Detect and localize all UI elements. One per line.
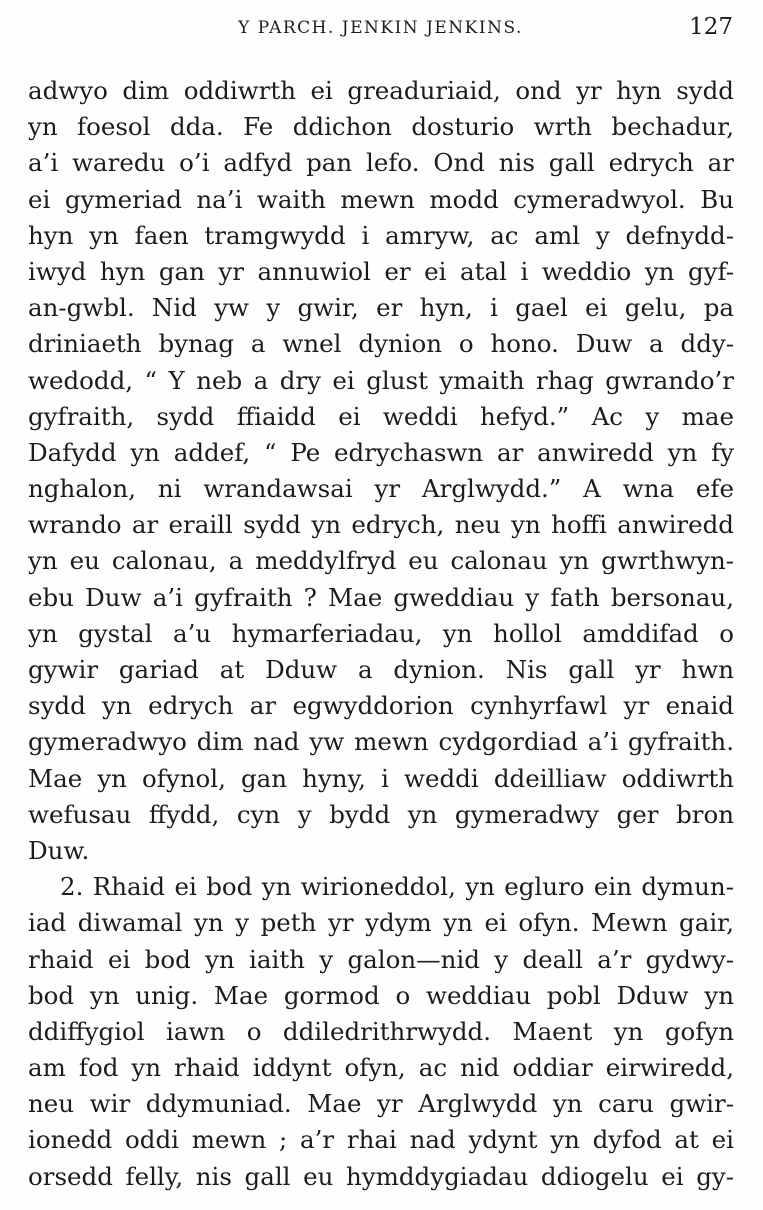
text-line: wedodd, “ Y neb a dry ei glust ymaith rhag gwrando’r: [28, 365, 734, 395]
text-line: iad diwamal yn y peth yr ydym yn ei ofyn. Mewn gair,: [28, 908, 734, 938]
text-line: an-gwbl. Nid yw y gwir, er hyn, i gael ei gelu, pa: [28, 293, 734, 323]
text-line: yn foesol dda. Fe ddichon dosturio wrth bechadur,: [28, 112, 734, 142]
text-line: a’i waredu o’i adfyd pan lefo. Ond nis gall edrych ar: [28, 148, 734, 178]
text-line: 2. Rhaid ei bod yn wirioneddol, yn egluro ein dymun-: [60, 872, 734, 902]
text-line: gymeradwyo dim nad yw mewn cydgordiad a’i gyfraith.: [28, 727, 734, 757]
text-line: Mae yn ofynol, gan hyny, i weddi ddeilliaw oddiwrth: [28, 763, 734, 793]
text-line: neu wir ddymuniad. Mae yr Arglwydd yn caru gwir-: [28, 1089, 734, 1119]
text-line: Dafydd yn addef, “ Pe edrychaswn ar anwiredd yn fy: [28, 437, 734, 467]
text-line: bod yn unig. Mae gormod o weddiau pobl Dduw yn: [28, 980, 734, 1010]
page-number: 127: [689, 14, 733, 40]
text-line: wrando ar eraill sydd yn edrych, neu yn hoffi anwiredd: [28, 510, 734, 540]
text-line: Duw.: [28, 835, 90, 865]
page-header: [28, 14, 733, 44]
body-text: [28, 73, 734, 1195]
text-line: ionedd oddi mewn ; a’r rhai nad ydynt yn dyfod at ei: [28, 1125, 734, 1155]
text-line: sydd yn edrych ar egwyddorion cynhyrfawl yr enaid: [28, 691, 734, 721]
text-line: orsedd felly, nis gall eu hymddygiadau ddiogelu ei gy-: [28, 1161, 734, 1191]
text-line: gywir gariad at Dduw a dynion. Nis gall yr hwn: [28, 655, 734, 684]
text-line: driniaeth bynag a wnel dynion o hono. Duw a ddy-: [28, 329, 734, 359]
text-line: nghalon, ni wrandawsai yr Arglwydd.” A wna efe: [28, 474, 734, 504]
text-line: yn eu calonau, a meddylfryd eu calonau yn gwrthwyn-: [28, 546, 734, 576]
running-head: Y PARCH. JENKIN JENKINS.: [238, 18, 523, 38]
text-line: am fod yn rhaid iddynt ofyn, ac nid oddiar eirwiredd,: [28, 1053, 734, 1083]
text-line: hyn yn faen tramgwydd i amryw, ac aml y defnydd-: [28, 220, 734, 250]
text-line: adwyo dim oddiwrth ei greaduriaid, ond yr hyn sydd: [28, 76, 734, 105]
text-line: wefusau ffydd, cyn y bydd yn gymeradwy ger bron: [28, 799, 734, 829]
text-line: rhaid ei bod yn iaith y galon—nid y deall a’r gydwy-: [28, 944, 734, 974]
text-line: gyfraith, sydd ffiaidd ei weddi hefyd.” Ac y mae: [28, 401, 734, 431]
text-line: ddiffygiol iawn o ddiledrithrwydd. Maent yn gofyn: [28, 1016, 734, 1046]
text-line: yn gystal a’u hymarferiadau, yn hollol amddifad o: [28, 618, 734, 648]
text-line: ei gymeriad na’i waith mewn modd cymeradwyol. Bu: [28, 184, 734, 214]
text-line: iwyd hyn gan yr annuwiol er ei atal i weddio yn gyf-: [28, 256, 734, 286]
text-line: ebu Duw a’i gyfraith ? Mae gweddiau y fath bersonau,: [28, 582, 734, 612]
